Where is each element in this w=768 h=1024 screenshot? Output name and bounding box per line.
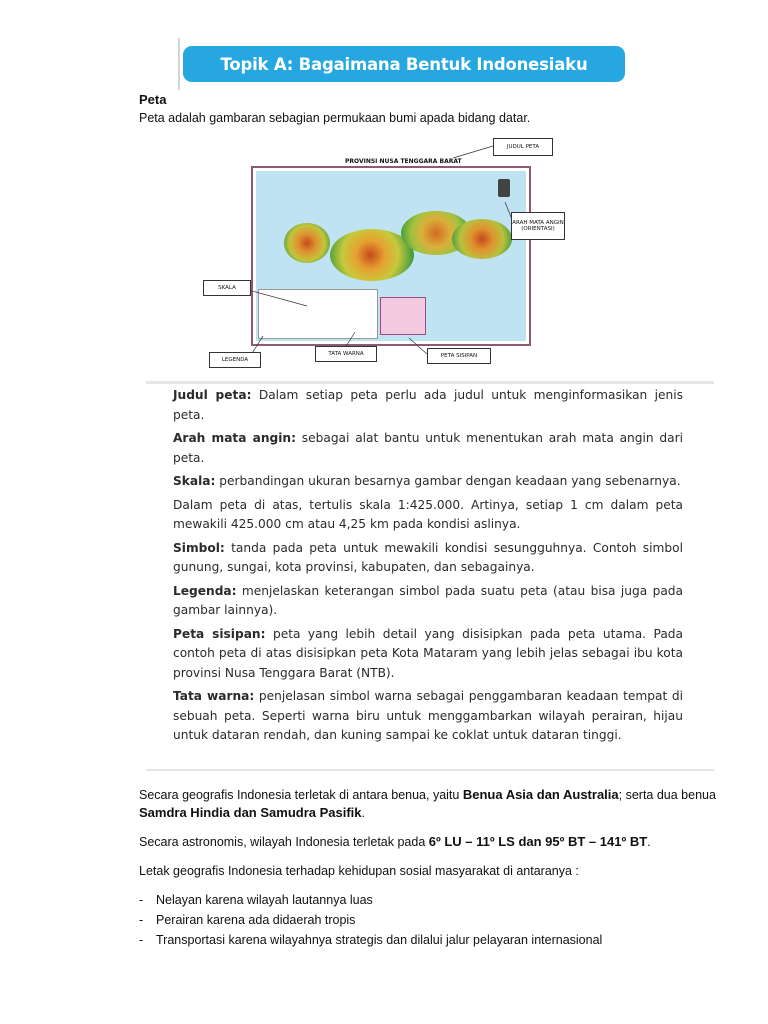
term-text: menjelaskan keterangan simbol pada suatu peta (atau bisa juga pada gambar lainnya). [173,583,683,617]
term-text: Dalam peta di atas, tertulis skala 1:425.000. Artinya, setiap 1 cm dalam peta mewakili 425.000 cm atau 4,25 km pada kondisi aslinya. [173,497,683,531]
term-skala-example [173,496,683,535]
callout-legenda: LEGENDA [209,352,261,368]
bullet-text: Perairan karena ada didaerah tropis [156,913,356,927]
callout-arah-mata-angin: ARAH MATA ANGIN (ORIENTASI) [511,212,565,240]
term-text: Dalam setiap peta perlu ada judul untuk menginformasikan jenis peta. [173,388,683,422]
term-label: Tata warna: [173,689,255,703]
social-intro: Letak geografis Indonesia terhadap kehidupan sosial masyarakat di antaranya : [139,864,579,878]
geo-suffix: . [361,806,366,820]
astro-suffix: . [647,835,651,849]
term-text: penjelasan simbol warna sebagai penggambaran keadaan tempat di sebuah peta. Seperti warna biru untuk menggambarkan wilayah perairan, hijau untuk dataran rendah, dan kuning sampai ke coklat untuk dataran tinggi. [173,689,683,742]
term-text: sebagai alat bantu untuk menentukan arah mata angin dari peta. [173,431,684,465]
astro-coords: 6º LU – 11º LS dan 95º BT – 141º BT [428,834,648,849]
list-item: - Transportasi karena wilayahnya strategis dan dilalui jalur pelayaran internasional [139,930,602,950]
term-simbol [173,539,683,578]
term-text: perbandingan ukuran besarnya gambar dengan keadaan yang sebenarnya. [215,474,681,488]
term-text: tanda pada peta untuk mewakili kondisi sesungguhnya. Contoh simbol gunung, sungai, kota provinsi, kabupaten, dan sebagainya. [173,540,683,574]
geo-prefix: Secara geografis Indonesia terletak di antara benua, yaitu [139,788,463,802]
bullet-text: Transportasi karena wilayahnya strategis dan dilalui jalur pelayaran internasional [156,933,603,947]
map-title: PROVINSI NUSA TENGGARA BARAT [345,158,462,165]
callout-peta-sisipan: PETA SISIPAN [427,348,491,364]
list-item: - Perairan karena ada didaerah tropis [139,910,602,930]
list-item: - Nelayan karena wilayah lautannya luas [139,890,602,910]
callout-tata-warna: TATA WARNA [315,346,377,362]
social-bullet-list [139,890,602,950]
geo-continents: Benua Asia dan Australia [462,787,619,802]
term-arah-mata-angin [173,429,683,468]
term-label: Judul peta: [173,388,252,402]
term-skala [173,472,683,492]
term-text: peta yang lebih detail yang disisipkan pada peta utama. Pada contoh peta di atas disisipkan peta Kota Mataram yang lebih jelas sebagai ibu kota provinsi Nusa Tenggara Barat (NTB). [173,626,683,680]
term-label: Skala: [173,474,216,488]
geo-middle: ; serta dua benua [618,788,716,802]
terms-top-rule [146,381,714,384]
astro-prefix: Secara astronomis, wilayah Indonesia terletak pada [139,835,429,849]
term-peta-sisipan [173,625,683,684]
callout-lines [195,136,575,372]
term-label: Peta sisipan: [173,626,266,641]
terms-bottom-rule [146,769,714,771]
topic-banner: Topik A: Bagaimana Bentuk Indonesiaku [183,46,625,82]
section-title: Peta [139,92,167,107]
callout-skala: SKALA [203,280,251,296]
term-tata-warna [173,687,683,746]
geo-oceans: Samdra Hindia dan Samudra Pasifik [139,805,362,820]
astronomic-paragraph [139,833,729,851]
term-judul-peta [173,386,683,425]
term-legenda [173,582,683,621]
term-label: Arah mata angin: [173,431,296,445]
map-figure [195,136,575,372]
term-label: Legenda: [173,583,237,598]
callout-judul-peta: JUDUL PETA [493,138,553,156]
map-definition: Peta adalah gambaran sebagian permukaan bumi apada bidang datar. [139,111,531,125]
geographic-paragraph [139,786,719,822]
map-terms-list [173,386,683,750]
bullet-text: Nelayan karena wilayah lautannya luas [156,893,373,907]
banner-accent-line [178,38,180,90]
term-label: Simbol: [173,540,225,555]
